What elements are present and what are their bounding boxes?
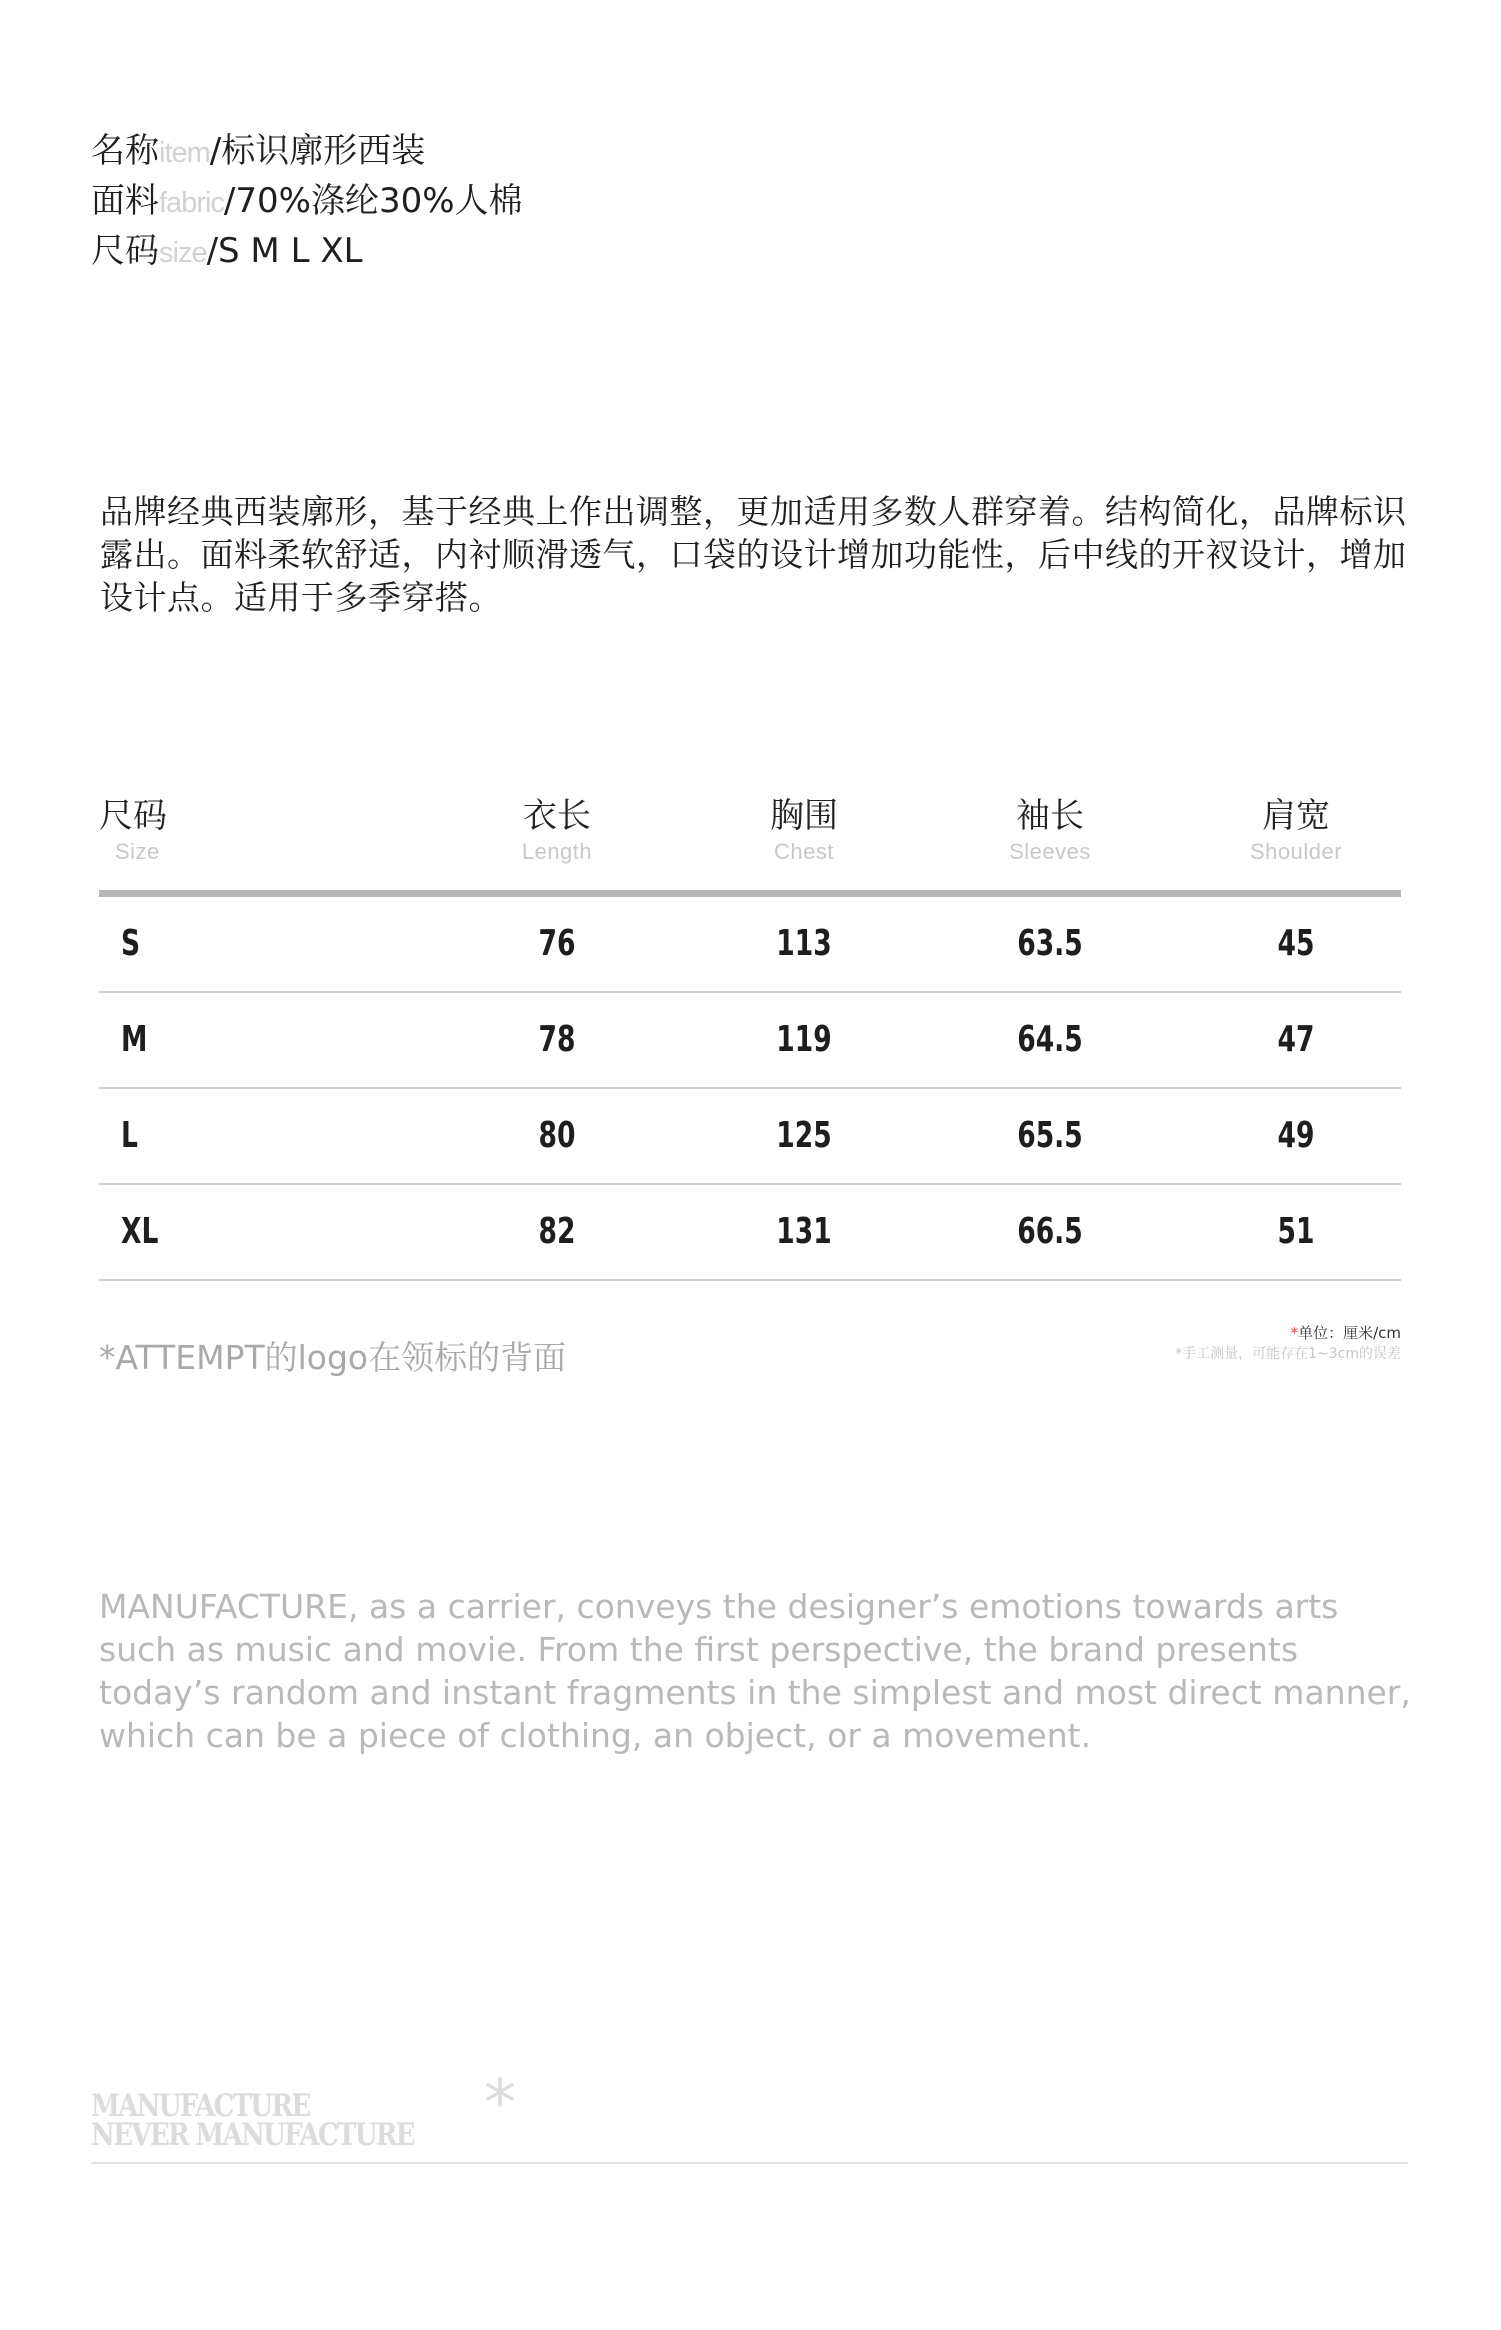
spec-fabric-value: /70%涤纶30%人棉 [223,181,523,221]
table-row [99,993,1401,1089]
header-chest-zh: 胸围 [770,796,838,836]
spec-item-label: 名称 [91,131,159,171]
asterisk-icon: * [484,2067,516,2141]
header-size [99,795,399,867]
unit-note [1175,1322,1401,1364]
cell-size: XL [121,1211,159,1252]
cell-shoulder: 45 [1277,923,1315,964]
unit-star: * [1290,1324,1299,1342]
cell-chest: 113 [776,923,832,964]
header-sleeves [1000,795,1100,867]
cell-shoulder: 51 [1277,1211,1315,1252]
measure-disclaimer [1175,1344,1401,1364]
spec-item-line [91,126,425,178]
measure-text: 手工测量，可能存在1~3cm的误差 [1182,1346,1401,1362]
brand-line-1: MANUFACTURE [91,2088,310,2124]
spec-size-line [91,226,363,278]
cell-chest: 119 [776,1019,832,1060]
size-table [99,795,1401,1281]
header-length [507,795,607,867]
header-length-zh: 衣长 [523,796,591,836]
cell-size: S [121,923,141,964]
logo-location-note: *ATTEMPT的logo在领标的背面 [99,1338,567,1377]
cell-shoulder: 49 [1277,1115,1315,1156]
header-shoulder-zh: 肩宽 [1262,796,1330,836]
header-sleeves-zh: 袖长 [1016,796,1084,836]
header-chest [754,795,854,867]
spec-fabric-line [91,176,523,228]
unit-text: 单位：厘米/cm [1298,1324,1401,1342]
cell-length: 82 [538,1211,576,1252]
brand-wordmark [91,2088,414,2153]
cell-sleeves: 63.5 [1017,923,1083,964]
spec-fabric-label-en: fabric [159,187,224,219]
spec-size-label-en: size [159,237,207,269]
spec-size-value: /S M L XL [206,231,363,271]
header-shoulder-en: Shoulder [1249,839,1343,864]
header-chest-en: Chest [774,839,834,864]
table-row [99,1089,1401,1185]
table-row [99,1185,1401,1281]
cell-chest: 131 [776,1211,832,1252]
cell-size: M [121,1019,148,1060]
unit-label [1175,1322,1401,1344]
spec-item-label-en: item [159,137,210,169]
cell-sleeves: 64.5 [1017,1019,1083,1060]
header-size-zh: 尺码 [99,796,167,836]
product-description: 品牌经典西装廓形，基于经典上作出调整，更加适用多数人群穿着。结构简化，品牌标识露出。面料柔软舒适，内衬顺滑透气，口袋的设计增加功能性，后中线的开衩设计，增加设计点。适用于多季穿搭。 [100,492,1407,617]
cell-sleeves: 66.5 [1017,1211,1083,1252]
cell-size: L [121,1115,138,1156]
cell-sleeves: 65.5 [1017,1115,1083,1156]
header-size-en: Size [115,839,160,864]
brand-manifesto: MANUFACTURE, as a carrier, conveys the designer’s emotions towards arts such as music and movie. From the first perspective, the brand presents today’s random and instant fragments in the simplest and most direct manner, which can be a piece of clothing, an object, or a movement. [99,1587,1411,1755]
header-sleeves-en: Sleeves [1009,839,1091,864]
cell-shoulder: 47 [1277,1019,1315,1060]
cell-length: 78 [538,1019,576,1060]
header-length-en: Length [521,839,593,864]
footer-divider [91,2162,1408,2164]
spec-size-label: 尺码 [91,231,159,271]
spec-fabric-label: 面料 [91,181,159,221]
table-row [99,897,1401,993]
header-shoulder [1246,795,1346,867]
cell-length: 80 [538,1115,576,1156]
cell-chest: 125 [776,1115,832,1156]
cell-length: 76 [538,923,576,964]
measure-star: * [1175,1346,1183,1362]
spec-item-value: /标识廓形西装 [209,131,426,171]
brand-line-2: NEVER MANUFACTURE [91,2117,414,2153]
size-table-header [99,795,1401,897]
